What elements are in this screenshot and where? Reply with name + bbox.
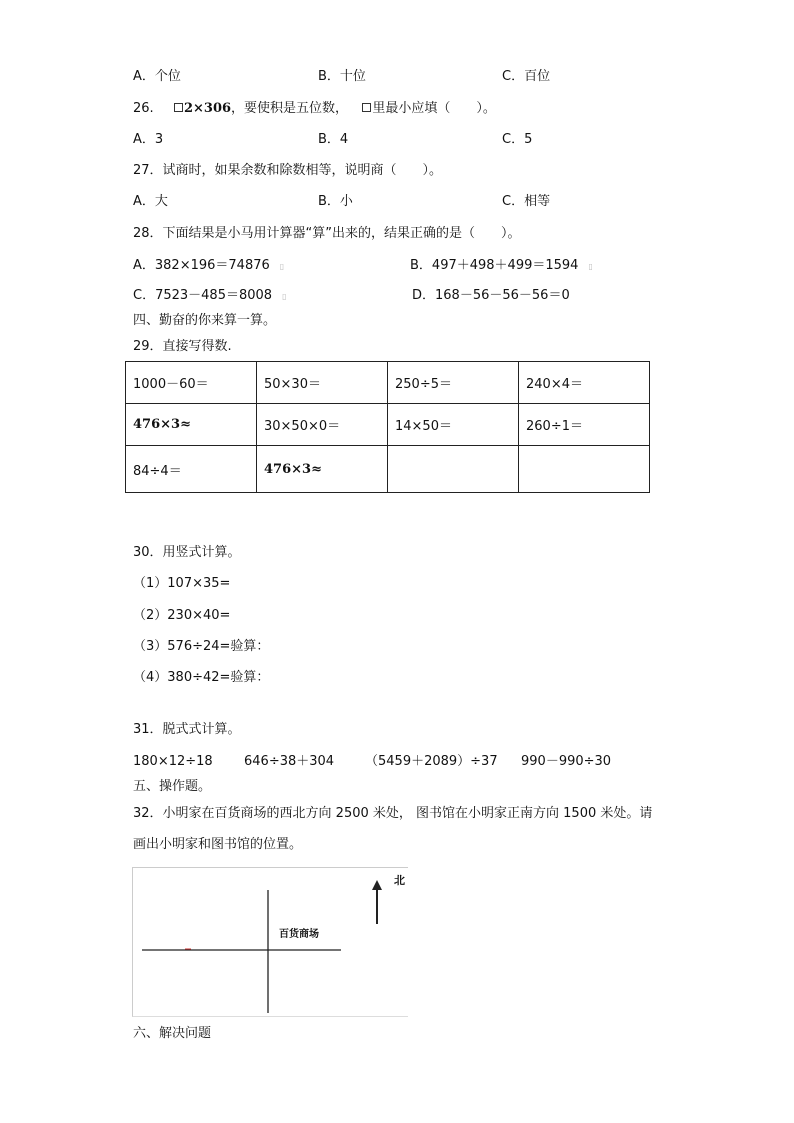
q26-option-c: C．5 <box>502 132 533 147</box>
section-6-heading: 六、解决问题 <box>133 1026 212 1041</box>
north-label: 北 <box>394 874 405 887</box>
q26-text-1: ，要使积是五位数， <box>231 101 349 116</box>
section-5-heading: 五、操作题。 <box>133 779 212 794</box>
q31-expression: 646÷38＋304 <box>244 754 335 769</box>
north-arrow-icon <box>372 880 382 890</box>
question-30-title: 30．用竖式计算。 <box>133 545 241 560</box>
q25-option-b: B．十位 <box>318 69 366 84</box>
mental-math-table <box>125 361 650 493</box>
question-31-title: 31．脱式式计算。 <box>133 722 241 737</box>
q27-option-a: A．大 <box>133 194 168 209</box>
question-29-title: 29．直接写得数. <box>133 339 232 354</box>
table-cell <box>519 446 650 493</box>
table-cell: 476×3≈ <box>257 446 388 493</box>
q28-option-b: B．497＋498＋499＝1594 ▯ <box>410 258 593 273</box>
table-cell: 1000－60＝ <box>126 362 257 404</box>
table-cell: 14×50＝ <box>388 404 519 446</box>
table-row <box>126 362 650 404</box>
table-cell: 30×50×0＝ <box>257 404 388 446</box>
q28-option-d: D．168－56－56－56＝0 <box>412 288 570 303</box>
blank-box-icon <box>174 103 183 112</box>
question-27: 27．试商时，如果余数和除数相等，说明商（ ）。 <box>133 163 443 178</box>
q31-expression: 180×12÷18 <box>133 754 213 769</box>
q26-option-b: B．4 <box>318 132 349 147</box>
q31-expression: 990－990÷30 <box>521 754 612 769</box>
q28-option-a: A．382×196＝74876 ▯ <box>133 258 285 273</box>
question-26 <box>133 101 496 117</box>
table-row <box>126 446 650 493</box>
q30-item: （2）230×40= <box>133 608 231 623</box>
table-cell: 260÷1＝ <box>519 404 650 446</box>
q28-option-c: C．7523－485＝8008 ▯ <box>133 288 287 303</box>
table-cell: 476×3≈ <box>126 404 257 446</box>
table-cell <box>388 446 519 493</box>
q27-option-c: C．相等 <box>502 194 551 209</box>
q26-option-a: A．3 <box>133 132 164 147</box>
q26-expression: 2×306 <box>183 101 232 116</box>
blank-box-icon <box>362 103 371 112</box>
location-map <box>132 867 408 1017</box>
table-cell: 50×30＝ <box>257 362 388 404</box>
question-28: 28．下面结果是小马用计算器“算”出来的，结果正确的是（ ）。 <box>133 226 521 241</box>
store-label: 百货商场 <box>279 929 319 940</box>
map-canvas <box>133 868 408 1016</box>
table-cell: 240×4＝ <box>519 362 650 404</box>
table-cell: 84÷4＝ <box>126 446 257 493</box>
q25-option-c: C．百位 <box>502 69 551 84</box>
q30-item: （1）107×35= <box>133 576 231 591</box>
question-32-line-1: 32．小明家在百货商场的西北方向 2500 米处， 图书馆在小明家正南方向 1500 米处。请 <box>133 806 653 821</box>
q27-option-b: B．小 <box>318 194 353 209</box>
question-32-line-2: 画出小明家和图书馆的位置。 <box>133 837 303 852</box>
q31-expression: （5459＋2089）÷37 <box>365 754 498 769</box>
table-cell: 250÷5＝ <box>388 362 519 404</box>
table-row <box>126 404 650 446</box>
q26-text-2: 里最小应填（ ）。 <box>372 101 496 116</box>
q26-number: 26. <box>133 101 154 116</box>
section-4-heading: 四、勤奋的你来算一算。 <box>133 313 277 328</box>
q25-option-a: A．个位 <box>133 69 181 84</box>
q30-item: （3）576÷24=验算： <box>133 639 270 654</box>
q30-item: （4）380÷42=验算： <box>133 670 270 685</box>
